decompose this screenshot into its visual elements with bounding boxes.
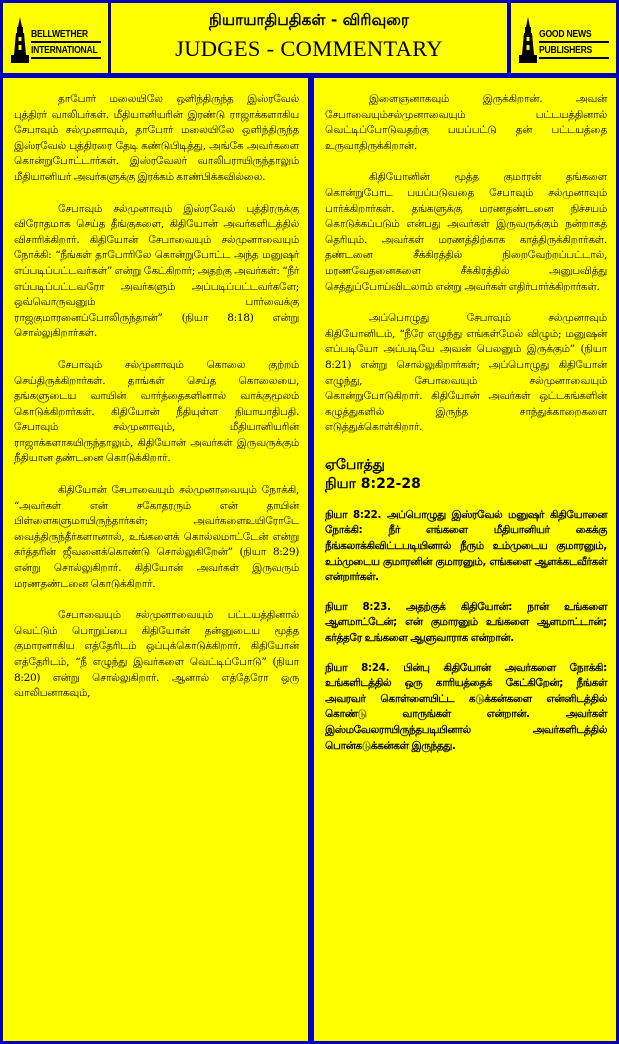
logo-line-2: PUBLISHERS	[539, 44, 593, 56]
paragraph: கிதியோனின் மூத்த குமாரன் தங்களை கொன்றுபோட பயப்படுவதை சேபாவும் சல்முனாவும் பார்க்கிறார்கள். தங்களுக்கு மரணதண்டனை நிச்சயம் கொடுக்கப்படும் என்பது அவர்கள் இருவருக்கும் நன்றாகத் தெரியும். அவர்கள் மரணத்திற்காக காத்திருக்கிறார்கள். தண்டனை சீக்கிரத்தில் நிறைவேற்றப்பட்டால், மரணவேதனைகளை சீக்கிரத்தில் அனுபவித்து செத்துப்போய்விடலாம் என்று அவர்கள் எதிர்பார்க்கிறார்கள்.	[325, 171, 607, 293]
section-heading	[325, 456, 607, 494]
paragraph: சேபாவையும் சல்முனாவையும் பட்டயத்தினால் வெட்டும் பொறுப்பை கிதியோன் தன்னுடைய மூத்த குமாரனாகிய எத்தேரிடம் ஒப்புக்கொடுக்கிறார். கிதியோன் எத்தேரிடம், “நீ எழுந்து இவர்களை வெட்டிப்போடு” (நியா 8:20) என்று சொல்லுகிறார். ஆனால் எத்தேரோ ஒரு வாலிபனாகவும்,	[14, 609, 299, 700]
right-column	[314, 78, 616, 1041]
verse-text: அப்பொழுது இஸ்ரவேல் மனுஷர் கிதியோனை நோக்கி: நீர் எங்களை மீதியானியர் கைக்கு நீங்கலாக்கிவிட்டபடியினால் நீரும் உம்முடைய குமாரனும், உம்முடைய குமாரனின் குமாரனும், எங்களை ஆளக்கடவீர்கள் என்றார்கள்.	[325, 508, 608, 584]
logo-good-news	[511, 3, 616, 73]
logo-divider	[31, 41, 101, 43]
section-title: ஏபோத்து	[325, 456, 385, 473]
logo-line-1: GOOD NEWS	[539, 28, 592, 40]
section-reference: நியா 8:22-28	[325, 475, 421, 492]
logo-bellwether	[3, 3, 108, 73]
tower-icon	[519, 17, 537, 63]
logo-divider	[539, 41, 609, 43]
logo-line-1: BELLWETHER	[31, 28, 88, 40]
verse-quote	[325, 661, 607, 755]
verse-text: அதற்குக் கிதியோன்: நான் உங்களை ஆளமாட்டேன்; என் குமாரனும் உங்களை ஆளமாட்டான்; கர்த்தரே உங்களை ஆளுவாராக என்றான்.	[325, 600, 607, 645]
paragraph: கிதியோன் சேபாவையும் சல்முனாவையும் நோக்கி, “அவர்கள் என் சகோதரரும் என் தாயின் பிள்ளைகளுமாயிருந்தார்கள்; அவர்களைஉயிரோடே வைத்திருந்தீர்களானால், உங்களைக் கொல்லமாட்டேன் என்று கர்த்தரின் ஜீவனைக்கொண்டு சொல்லுகிறேன்” (நியா 8:29) என்று சொல்லுகிறார். கிதியோன் அவர்கள் இருவரும் மரணதண்டனை கொடுக்கிறார்.	[14, 484, 299, 590]
paragraph: சேபாவும் சல்முனாவும் இஸ்ரவேல் புத்திரருக்கு விரோதமாக செய்த தீங்குகளை, கிதியோன் அவர்களிடத்தில் விசாரிக்கிறார். கிதியோன் சேபாவையும் சல்முனாவையும் நோக்கி: “நீங்கள் தாபோரிலே கொன்றுபோட்ட அந்த மனுஷர் எப்படிப்பட்டவர்கள்” என்று கேட்கிறார்; அதற்கு அவர்கள்: “நீர் எப்படிப்பட்டவரோ அவர்களும் அப்படிப்பட்டவர்களே; ஒவ்வொருவனும் பார்வைக்கு ராஜகுமாரனைப்போலிருந்தான்” (நியா 8:18) என்று சொல்லுகிறார்கள்.	[14, 202, 299, 340]
verse-reference: நியா 8:23.	[325, 600, 391, 613]
verse-quote	[325, 508, 607, 586]
bellwether-logo	[9, 13, 103, 65]
verse-reference: நியா 8:24.	[325, 661, 390, 674]
verse-reference: நியா 8:22.	[325, 508, 382, 521]
paragraph: சேபாவும் சல்முனாவும் கொலை குற்றம் செய்திருக்கிறார்கள். தாங்கள் செய்த கொலையை, தங்களுடைய வாயின் வார்த்தைகளினால் வாக்குமூலம் கொடுக்கிறார்கள். கிதியோன் நீதியுள்ள நியாயாதிபதி. சேபாவும் சல்முனாவும், மீதியானியரின் ராஜாக்களாகயிருந்தாலும், கிதியோன் அவர்கள் இருவருக்கும் நீதியான தண்டனை கொடுக்கிறார்.	[14, 358, 299, 465]
logo-line-2: INTERNATIONAL	[31, 44, 98, 56]
paragraph: தாபோர் மலையிலே ஒளிந்திருந்த இஸ்ரவேல் புத்திரர் வாலிபர்கள். மீதியானியரின் இரண்டு ராஜாக்களாகிய சேபாவும் சல்முனாவும், தாபோர் மலையிலே ஒளிந்திருந்த இஸ்ரவேல் புத்திரரை தேடி கண்டுபிடித்து, அங்கே அவர்களை கொன்றுபோட்டார்கள். இஸ்ரவேலர் வாலிபராயிருந்தாலும் மீதியானியர் அவர்களுக்கு இரக்கம் காண்பிக்கவில்லை.	[14, 93, 299, 183]
verse-quote	[325, 600, 607, 647]
good-news-logo	[517, 13, 611, 65]
paragraph: இளைஞனாகவும் இருக்கிறான். அவன் சேபாவையும்சல்முனாவையும் பட்டயத்தினால் வெட்டிப்போடுவதற்கு பயப்பட்டு தன் பட்டயத்தை உருவாதிருக்கிறான்.	[325, 93, 607, 152]
page-title-english: JUDGES - COMMENTARY	[175, 36, 443, 61]
logo-underline	[539, 57, 609, 59]
verse-text: பின்பு கிதியோன் அவர்களை நோக்கி: உங்களிடத்தில் ஒரு காரியத்தைக் கேட்கிறேன்; நீங்கள் அவரவர் கொள்ளையிட்ட கடுக்கன்களை என்னிடத்தில் கொண்டு வாருங்கள் என்றான். அவர்கள் இஸ்மவேலராயிருந்தபடியினால் அவர்களிடத்தில் பொன்கடுக்கன்கள் இருந்தது.	[325, 661, 607, 752]
tower-icon	[11, 17, 29, 63]
left-column	[3, 78, 308, 1041]
page-title-tamil: நியாயாதிபதிகள் - விரிவுரை	[209, 11, 409, 29]
page-header	[111, 3, 507, 73]
logo-underline	[31, 57, 101, 59]
paragraph: அப்பொழுது சேபாவும் சல்முனாவும் கிதியோனிடம், “நீரே எழுந்து எங்கள்மேல் விழும்; மனுஷன் எப்படியோ அப்படியே அவன் பெலனும் இருக்கும்” (நியா 8:21) என்று சொல்லுகிறார்கள்; அப்பொழுது கிதியோன் எழுந்து, சேபாவையும் சல்முனாவையும் கொன்றுபோடுகிறார். கிதியோன் அவர்கள் ஒட்டகங்களின் கழுத்துகளில் இருந்த சாந்துக்காறைகளை எடுத்துக்கொள்கிறார்.	[325, 312, 607, 434]
